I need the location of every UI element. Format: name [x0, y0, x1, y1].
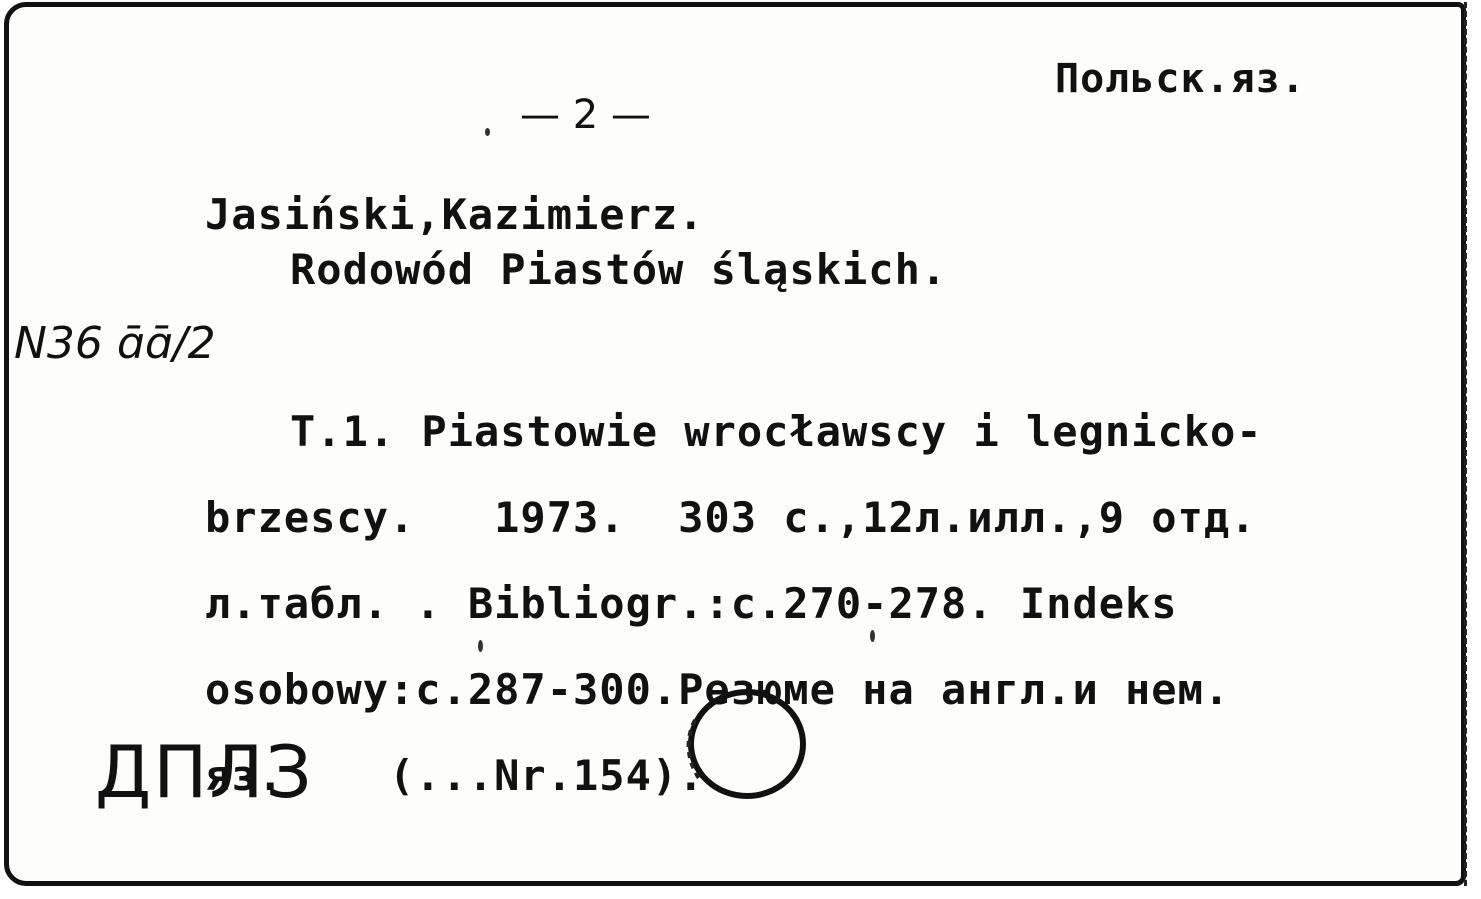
ink-speck	[870, 630, 875, 642]
page-mark: — 2 —	[520, 92, 651, 138]
ink-speck	[485, 128, 490, 136]
shelf-mark: N36 ɑ̄ɑ̄/2	[14, 318, 216, 369]
punch-hole-icon	[665, 680, 825, 810]
ink-speck	[478, 640, 483, 652]
author-heading: Jasiński,Kazimierz.	[205, 190, 705, 239]
description-line: brzescy. 1973. 303 c.,12л.илл.,9 отд.	[205, 493, 1257, 542]
language-tag: Польск.яз.	[1055, 56, 1306, 102]
description-line: л.табл. . Bibliogr.:c.270-278. Indeks	[205, 579, 1178, 628]
description-line: osobowy:c.287-300.Резюме на англ.и нем.	[205, 665, 1231, 714]
description-line: яз. (...Nr.154).	[205, 751, 705, 800]
stamp-code: ДПЛЗ	[95, 730, 314, 814]
card-edge	[1464, 2, 1472, 886]
book-title: Rodowód Piastów śląskich.	[290, 245, 948, 294]
description-line: T.1. Piastowie wrocławscy i legnicko-	[290, 407, 1263, 456]
